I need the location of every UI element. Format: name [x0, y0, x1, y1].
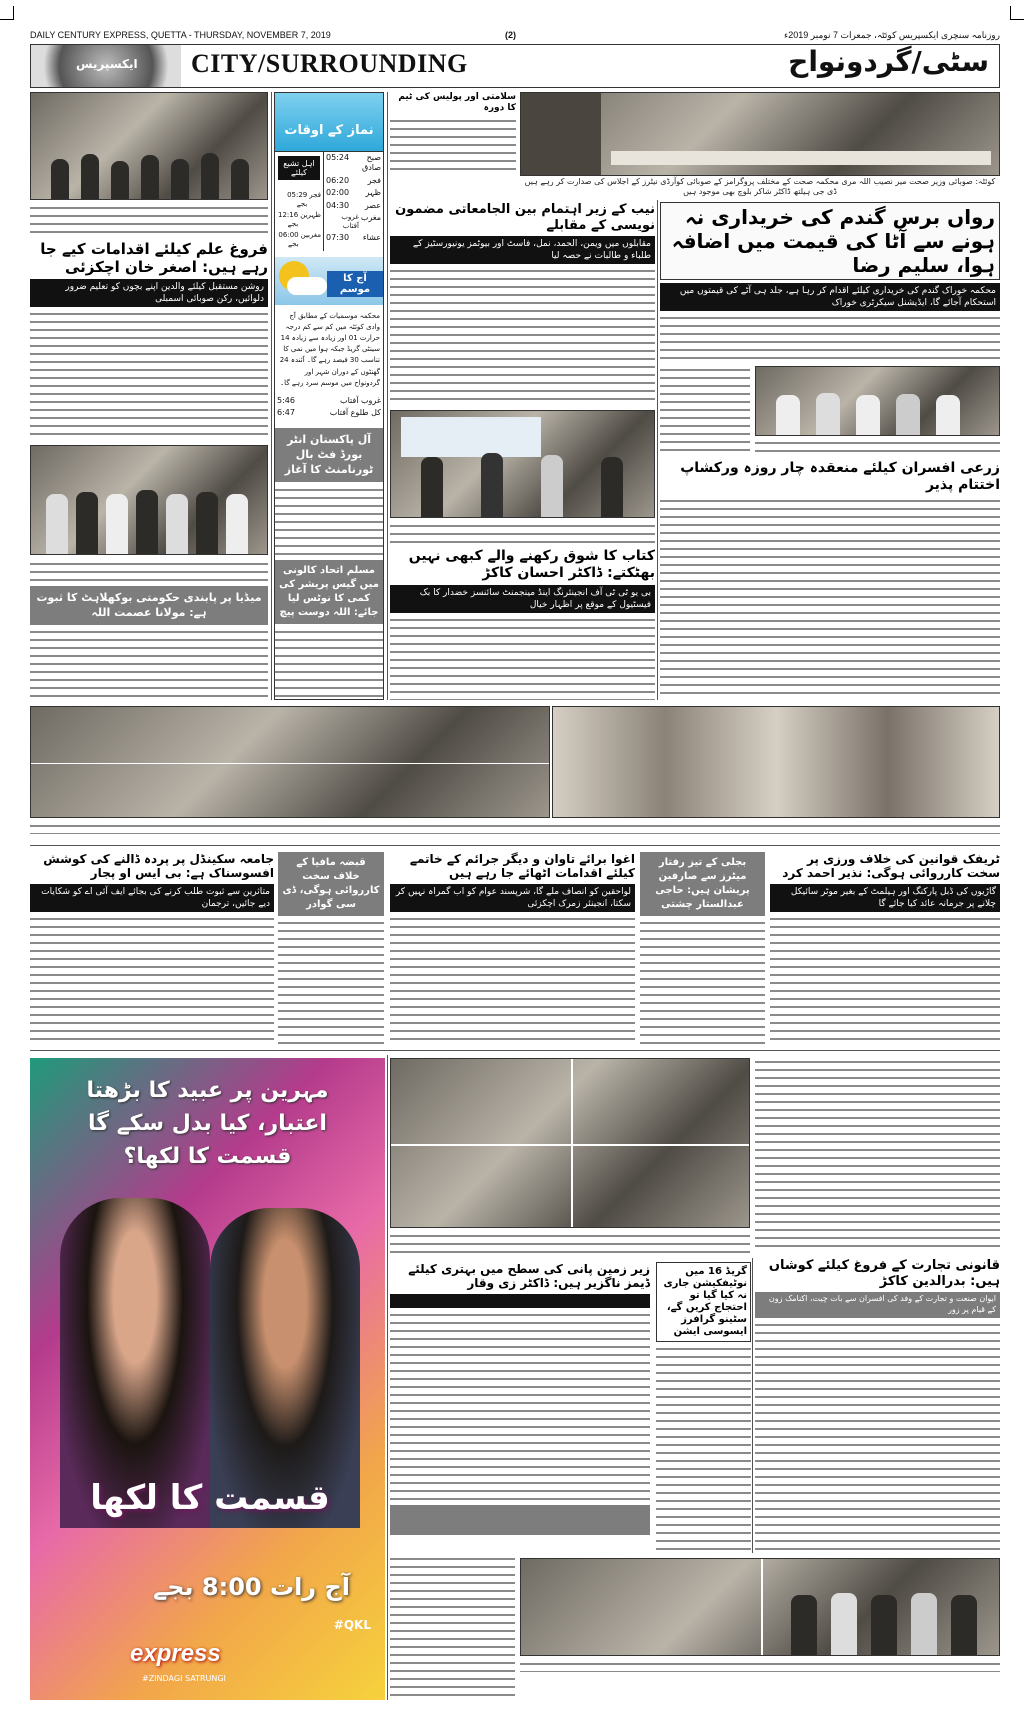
ad-show-title: قسمت کا لکھا	[90, 1478, 330, 1518]
column-rule	[271, 92, 272, 700]
tv-show-advertisement	[30, 1058, 385, 1700]
article-wheat	[660, 202, 1000, 362]
article-body	[390, 915, 635, 1045]
article-body	[656, 1345, 751, 1552]
article-body	[30, 915, 274, 1045]
prayer-row: ظہر 02:00	[326, 188, 381, 198]
prayer-row: عشاء 07:30	[326, 233, 381, 243]
column-rule	[387, 1055, 388, 1700]
article-body	[770, 915, 1000, 1045]
headline-nab: نیب کے زیر اہتمام بین الجامعاتی مضمون نویسی کے مقابلے	[395, 202, 655, 233]
article-body	[660, 497, 1000, 700]
prayer-row: مغرب غروب آفتاب	[341, 212, 381, 231]
photo-group-meeting	[30, 706, 550, 818]
article-water	[390, 1262, 650, 1500]
prayer-row: فجر 05:29 بجے	[287, 191, 321, 209]
headline-wheat: رواں برس گندم کی خریداری نہ ہونے سے آٹا کی قیمت میں اضافہ ہوا، سلیم رضا	[660, 202, 1000, 280]
caption-health: کوئٹہ: صوبائی وزیر صحت میر نصیب اللہ مری محکمہ صحت کے مختلف پروگرامز کے صوبائی کوآرڈی نیٹرز کے اجلاس کی صدارت کر رہے ہیں ڈی جی ہیلتھ ڈاکٹر شاکر بلوچ بھی موجود ہیں	[524, 177, 996, 196]
photo-nab-event	[390, 410, 655, 518]
article-crime	[390, 852, 635, 1045]
article-trade	[755, 1258, 1000, 1551]
headline-small: سلامتی اور پولیس کی ٹیم کا دورہ	[398, 92, 516, 113]
photo-officials	[520, 1558, 1000, 1656]
headline-football: آل پاکستان انٹر بورڈ فٹ بال ٹورنامنٹ کا آغاز	[275, 428, 383, 482]
article-grade16	[656, 1262, 751, 1552]
headline-media: میڈیا پر پابندی حکومتی بوکھلاہٹ کا ثبوت ہے: مولانا عصمت اللہ	[30, 586, 268, 625]
prayer-row: عصر 04:30	[326, 200, 381, 210]
prayer-row: صبح صادق 05:24	[326, 153, 381, 173]
article-body	[30, 628, 268, 700]
english-dateline: DAILY CENTURY EXPRESS, QUETTA - THURSDAY, NOVEMBER 7, 2019	[30, 30, 331, 40]
headline-gas: مسلم اتحاد کالونی میں گیس پریشر کی کمی کا نوٹس لیا جائے: اللہ دوست پیچ	[275, 560, 383, 624]
subheadline-nab: مقابلوں میں ویمن، الحمد، نمل، فاسٹ اور بیوٹمز یونیورسٹیز کے طلباء و طالبات نے حصہ لیا	[390, 236, 655, 264]
article-small	[390, 92, 516, 176]
crop-mark	[0, 6, 14, 20]
headline-meters: بجلی کے تیز رفتار میٹرز سے صارفین پریشان ہیں: حاجی عبدالستار چشتی	[640, 852, 765, 916]
photo-caption-lines	[755, 439, 1000, 453]
cloud-icon	[287, 277, 327, 295]
page-number: (2)	[505, 30, 516, 40]
section-title-en: CITY/SURROUNDING	[191, 49, 468, 78]
photo-gathering	[755, 366, 1000, 436]
headline-water: زیر زمین پانی کی سطح میں بہتری کیلئے ڈیمز ناگزیر ہیں: ڈاکٹر زی وقار	[408, 1262, 650, 1291]
article-body	[30, 310, 268, 440]
article-body	[755, 1058, 1000, 1248]
weather-text: محکمہ موسمیات کے مطابق آج وادی کوئٹہ میں کم سے کم درجہ حرارت 01 اور زیادہ سے زیادہ 14 سینٹی گریڈ جبکہ ہوا میں نمی کا تناسب 30 فیصد رہے گا۔ آئندہ 24 گھنٹوں کے دوران شہر اور گردونواح میں موسم سرد رہے گا۔	[279, 311, 380, 387]
urdu-dateline: روزنامہ سنچری ایکسپریس کوئٹہ، جمعرات 7 نومبر 2019ء	[784, 30, 1000, 40]
prayer-weather-column	[274, 92, 384, 700]
article-media	[30, 586, 268, 700]
prayer-row: مغربین 06:00 بجے	[278, 231, 321, 249]
prayer-times-title: نماز کے اوقات	[275, 93, 383, 151]
subheadline-crime: لواحقین کو انصاف ملے گا، شرپسند عوام کو اب گمراہ نہیں کر سکتا، انجینئر زمرک اچکزئی	[390, 884, 635, 912]
headline-agri: زرعی افسران کیلئے منعقدہ چار روزہ ورکشاپ اختتام پذیر	[680, 460, 1000, 493]
article-body	[660, 366, 750, 454]
shia-prayer-times	[275, 152, 323, 251]
article-body	[278, 919, 384, 1045]
article-body	[660, 314, 1000, 362]
column-rule	[657, 200, 658, 700]
article-nab	[390, 202, 655, 406]
article-book	[390, 548, 655, 700]
photo-caption-lines	[390, 522, 655, 544]
crop-mark	[1010, 6, 1024, 20]
photo-condolence	[390, 1058, 750, 1228]
section-banner	[30, 44, 1000, 88]
headline-university: جامعہ سکینڈل پر پردہ ڈالنے کی کوشش افسوسناک ہے: بی ایس او پجار	[43, 852, 274, 881]
article-body	[640, 919, 765, 1045]
column-rule	[387, 92, 388, 700]
section-rule	[30, 1050, 1000, 1051]
article-traffic	[770, 852, 1000, 1045]
article-agri	[660, 460, 1000, 700]
headline-trade: قانونی تجارت کے فروغ کیلئے کوشاں ہیں: بدرالدین کاکڑ	[768, 1258, 1000, 1289]
ad-brand-tag: #ZINDAGI SATRUNGI	[142, 1674, 226, 1683]
headline-traffic: ٹریفک قوانین کی خلاف ورزی پر سخت کارروائی ہوگی: نذیر احمد کرد	[782, 852, 1000, 881]
express-logo	[31, 45, 181, 87]
headline-crime: اغوا برائے تاوان و دیگر جرائم کے خاتمے کیلئے اقدامات اٹھائے جا رہے ہیں	[409, 852, 635, 881]
weather-title: آج کا موسم	[327, 271, 383, 297]
article-body	[390, 616, 655, 700]
article-body	[275, 486, 383, 557]
ad-airtime: آج رات 8:00 بجے	[153, 1573, 350, 1601]
article-body	[390, 1555, 515, 1700]
sunrise-row: کل طلوع آفتاب 6:47	[277, 408, 381, 418]
article-body	[275, 628, 383, 699]
subheadline-trade: ایوان صنعت و تجارت کے وفد کی افسران سے بات چیت، اکنامک زون کے قیام پر زور	[755, 1292, 1000, 1318]
article-achakzai	[30, 240, 268, 440]
subheadline-book: بی یو ٹی ٹی آف انجینئرنگ اینڈ مینجمنٹ سائنسز خضدار کا بک فیسٹیول کے موقع پر اظہار خیال	[390, 585, 655, 613]
section-rule	[30, 845, 1000, 846]
prayer-row: فجر 06:20	[326, 175, 381, 185]
article-meters	[640, 852, 765, 1045]
headline-grade16: گریڈ 16 میں نوٹیفکیشن جاری نہ کیا گیا تو احتجاج کریں گے، سٹینو گرافرز ایسوسی ایشن	[656, 1262, 751, 1342]
article-university	[30, 852, 274, 1045]
photo-caption-lines	[30, 560, 268, 582]
headline-landmafia: قبضہ مافیا کے خلاف سخت کارروائی ہوگی، ڈی سی گوادر	[278, 852, 384, 916]
shia-label: اہل تشیع کیلئے	[278, 156, 320, 180]
photo-caption-lines	[30, 822, 1000, 834]
logo-text: ایکسپریس	[76, 57, 138, 71]
headline-book: کتاب کا شوق رکھنے والے کبھی نہیں بھٹکتے: ڈاکٹر احسان کاکڑ	[408, 548, 655, 581]
photo-meeting	[30, 445, 268, 555]
article-body	[390, 1311, 650, 1500]
weather-banner	[275, 257, 383, 305]
subheadline-achakzai: روشن مستقبل کیلئے والدین اپنے بچوں کو تعلیم ضرور دلوائیں، رکن صوبائی اسمبلی	[30, 279, 268, 307]
subheadline-university: متاثرین سے ثبوت طلب کرنے کی بجائے ایف آئی اے کو شکایات دیے جائیں، ترجمان	[30, 884, 274, 912]
ad-brand: express	[130, 1640, 221, 1667]
photo-caption-lines	[30, 204, 268, 234]
article-body	[390, 117, 516, 176]
photo-caption-lines	[520, 1660, 1000, 1672]
prayer-times-table	[323, 152, 383, 251]
sunset-row: غروب آفتاب 5:46	[277, 395, 381, 405]
section-title-ur: سٹی/گردونواح	[788, 45, 989, 78]
headline-achakzai: فروغ علم کیلئے اقدامات کیے جا رہے ہیں: اصغر خان اچکزئی	[40, 240, 268, 276]
photo-protest	[30, 92, 268, 200]
photo-health-meeting	[520, 92, 1000, 176]
ad-hashtag: #QKL	[333, 1618, 371, 1632]
article-body	[755, 1321, 1000, 1551]
article-landmafia	[278, 852, 384, 1045]
subheadline-traffic: گاڑیوں کی ڈبل پارکنگ اور ہیلمٹ کے بغیر موٹر سائیکل چلانے پر جرمانہ عائد کیا جائے گا	[770, 884, 1000, 912]
ad-tagline: مہرین پر عبید کا بڑھتا اعتبار، کیا بدل سکے گا قسمت کا لکھا؟	[86, 1078, 329, 1169]
subheadline-water	[390, 1294, 650, 1308]
photo-portraits	[552, 706, 1000, 818]
photo-caption-lines	[390, 1232, 750, 1254]
gray-headline-box	[390, 1505, 650, 1535]
prayer-row: ظہرین 12:16 بجے	[278, 211, 321, 229]
column-rule	[752, 1258, 753, 1553]
subheadline-wheat: محکمہ خوراک گندم کی خریداری کیلئے اقدام کر رہا ہے، جلد ہی آٹے کی قیمتوں میں استحکام آجائے گا، ایڈیشنل سیکرٹری خوراک	[660, 283, 1000, 311]
article-body	[390, 267, 655, 406]
